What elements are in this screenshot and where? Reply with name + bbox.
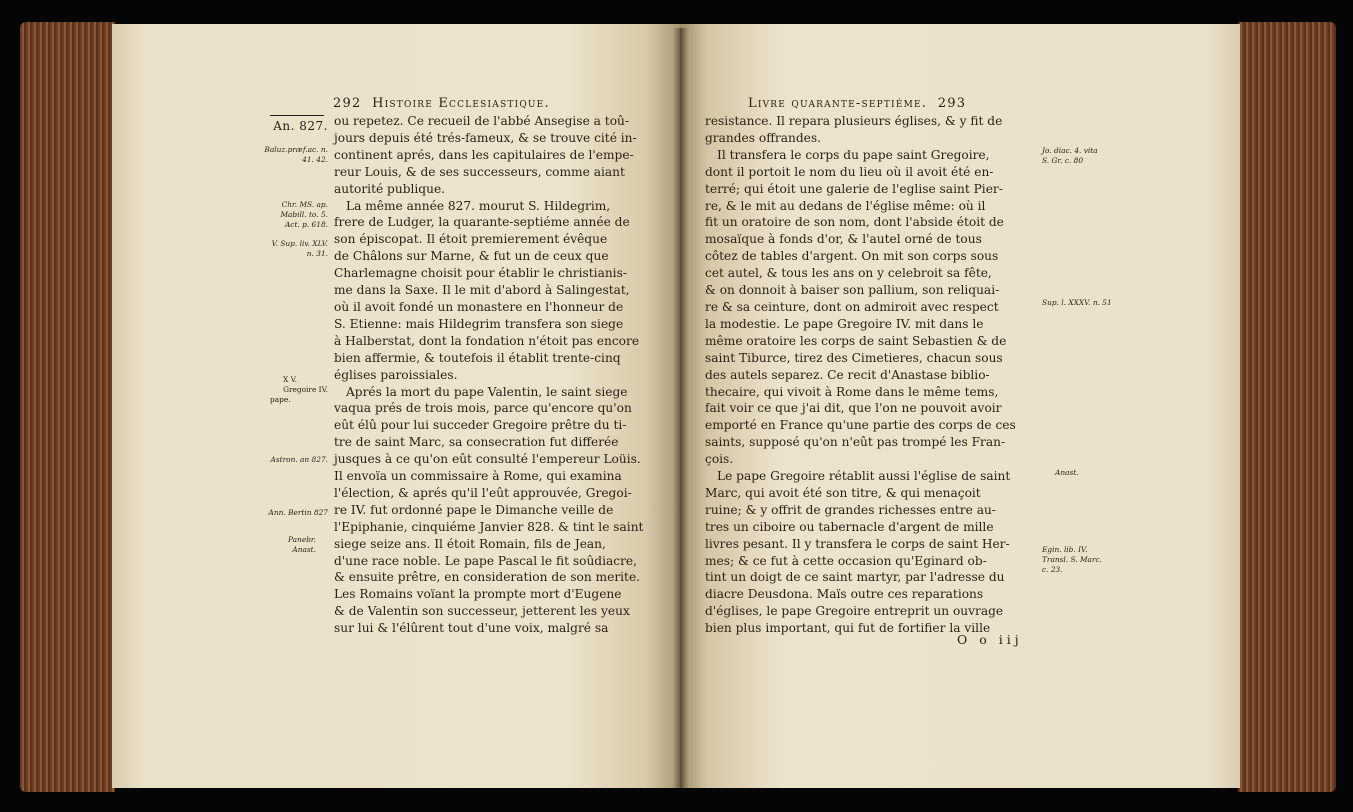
text-line: reur Louis, & de ses successeurs, comme aiant — [334, 164, 625, 179]
text-line: S. Etienne: mais Hildegrim transfera son siege — [334, 316, 624, 331]
text-line: re IV. fut ordonné pape le Dimanche veille de — [334, 502, 614, 517]
margin-note-vsup: V. Sup. liv. XLV. n. 31. — [271, 239, 328, 258]
text-line: terré; qui étoit une galerie de l'eglise saint Pier- — [705, 181, 1003, 196]
text-line: Il envoïa un commissaire à Rome, qui examina — [334, 469, 622, 484]
margin-note-xv: X V. Gregoire IV. pape. — [270, 375, 328, 404]
text-line: emporté en France qu'une partie des corps de ces — [705, 418, 1016, 433]
text-line: & de Valentin son successeur, jetterent les yeux — [334, 604, 630, 619]
text-line: tint un doigt de ce saint martyr, par l'adresse du — [705, 570, 1005, 585]
text-line: çois. — [705, 452, 734, 467]
text-line: la modestie. Le pape Gregoire IV. mit dans le — [705, 316, 984, 331]
text-line: diacre Deusdona. Maïs outre ces reparations — [705, 587, 984, 602]
text-line: autorité publique. — [334, 181, 446, 196]
text-line: siege seize ans. Il étoit Romain, fils de Jean, — [334, 536, 606, 551]
margin-note-astron: Astron. an 827. — [270, 455, 328, 464]
text-line: ruine; & y offrit de grandes richesses entre au- — [705, 502, 996, 517]
book-gutter — [672, 28, 690, 788]
margin-note-anast: Anast. — [1055, 468, 1079, 477]
text-line: Les Romains voïant la prompte mort d'Eugene — [334, 587, 622, 602]
text-line: Aprés la mort du pape Valentin, le saint siege — [346, 384, 628, 399]
text-line: thecaire, qui vivoit à Rome dans le même tems, — [705, 384, 999, 399]
text-line: tres un ciboire ou tabernacle d'argent de mille — [705, 519, 994, 534]
text-line: dont il portoit le nom du lieu où il avoit été en- — [705, 164, 994, 179]
margin-note-sup: Sup. l. XXXV. n. 51 — [1042, 298, 1112, 307]
text-line: Marc, qui avoit été son titre, & qui menaçoit — [705, 485, 981, 500]
right-page-edges — [1238, 22, 1336, 792]
left-body-text — [334, 113, 656, 637]
margin-note-baluz: Baluz.præf.ac. n. 41. 42. — [264, 145, 328, 164]
left-folio: 292 — [333, 96, 362, 111]
text-line: tre de saint Marc, sa consecration fut differée — [334, 435, 619, 450]
text-line: où il avoit fondé un monastere en l'honneur de — [334, 299, 624, 314]
text-line: jusques à ce qu'on eût consulté l'empereur Loüis. — [334, 452, 641, 467]
text-line: saint Tiburce, tirez des Cimetieres, chacun sous — [705, 350, 1003, 365]
text-line: vaqua prés de trois mois, parce qu'encore qu'on — [334, 401, 632, 416]
text-line: l'élection, & aprés qu'il l'eût approuvée, Gregoi- — [334, 485, 632, 500]
text-line: bien affermie, & toutefois il établit trente-cinq — [334, 350, 621, 365]
text-line: La même année 827. mourut S. Hildegrim, — [346, 198, 611, 213]
left-title: Histoire Ecclesiastique. — [372, 96, 550, 111]
text-line: d'églises, le pape Gregoire entreprit un ouvrage — [705, 604, 1004, 619]
text-line: fit un oratoire de son nom, dont l'abside étoit de — [705, 215, 1004, 230]
margin-note-annbert: Ann. Bertin 827 — [268, 508, 328, 517]
right-body-text — [705, 113, 1033, 637]
text-line: eût élû pour lui succeder Gregoire prêtre du ti- — [334, 418, 627, 433]
text-line: des autels separez. Ce recit d'Anastase biblio- — [705, 367, 990, 382]
margin-note-chr: Chr. MS. ap. Mabill. to. 5. Act. p. 618. — [280, 200, 328, 229]
text-line: re & sa ceinture, dont on admiroit avec respect — [705, 299, 999, 314]
text-line: grandes offrandes. — [705, 130, 821, 145]
text-line: mosaïque à fonds d'or, & l'autel orné de tous — [705, 232, 982, 247]
text-line: côtez de tables d'argent. On mit son corps sous — [705, 249, 999, 264]
right-title: Livre quarante-septiéme. — [748, 96, 928, 111]
left-running-head — [333, 96, 550, 111]
text-line: Le pape Gregoire rétablit aussi l'église de saint — [717, 469, 1011, 484]
text-line: continent aprés, dans les capitulaires de l'empe- — [334, 147, 634, 162]
margin-rule — [270, 115, 324, 116]
text-line: d'une race noble. Le pape Pascal le fit soûdiacre, — [334, 553, 637, 568]
margin-note-panebr: Panebr. Anast. — [288, 535, 316, 554]
text-line: re, & le mit au dedans de l'église même: où il — [705, 198, 986, 213]
text-line: sur lui & l'élûrent tout d'une voix, malgré sa — [334, 621, 609, 636]
text-line: à Halberstat, dont la fondation n'étoit pas encore — [334, 333, 640, 348]
text-line: livres pesant. Il y transfera le corps de saint Her- — [705, 536, 1010, 551]
text-line: bien plus important, qui fut de fortifier la ville — [705, 621, 991, 636]
text-line: & on donnoit à baiser son pallium, son reliquai- — [705, 283, 1000, 298]
text-line: saints, supposé qu'on n'eût pas trompé les Fran- — [705, 435, 1006, 450]
left-page-edges — [20, 22, 115, 792]
margin-note-egin: Egin. lib. IV. Transl. S. Marc. c. 23. — [1042, 545, 1102, 574]
text-line: fait voir ce que j'ai dit, que l'on ne pouvoit avoir — [705, 401, 1002, 416]
signature-mark: O o iij — [957, 632, 1023, 647]
text-line: de Châlons sur Marne, & fut un de ceux que — [334, 249, 609, 264]
text-line: Charlemagne choisit pour établir le christianis- — [334, 266, 627, 281]
right-running-head — [748, 96, 966, 111]
text-line: cet autel, & tous les ans on y celebroit sa fête, — [705, 266, 992, 281]
right-folio: 293 — [937, 96, 967, 111]
text-line: mes; & ce fut à cette occasion qu'Eginard ob- — [705, 553, 987, 568]
text-line: l'Epiphanie, cinquiéme Janvier 828. & tint le saint — [334, 519, 644, 534]
margin-note-jo: Jo. diac. 4. vita S. Gr. c. 80 — [1042, 146, 1098, 165]
text-line: & ensuite prêtre, en consideration de son merite. — [334, 570, 641, 585]
text-line: resistance. Il repara plusieurs églises, & y fit de — [705, 114, 1003, 128]
text-line: frere de Ludger, la quarante-septiéme année de — [334, 215, 630, 230]
text-line: me dans la Saxe. Il le mit d'abord à Salingestat, — [334, 283, 630, 298]
text-line: même oratoire les corps de saint Sebastien & de — [705, 333, 1007, 348]
text-line: Il transfera le corps du pape saint Gregoire, — [717, 147, 990, 162]
text-line: son épiscopat. Il étoit premierement évêque — [334, 232, 608, 247]
margin-year: An. 827. — [273, 119, 328, 133]
text-line: églises paroissiales. — [334, 367, 458, 382]
text-line: ou repetez. Ce recueil de l'abbé Ansegise a toû- — [334, 114, 629, 128]
text-line: jours depuis été trés-fameux, & se trouve cité in- — [334, 130, 637, 145]
